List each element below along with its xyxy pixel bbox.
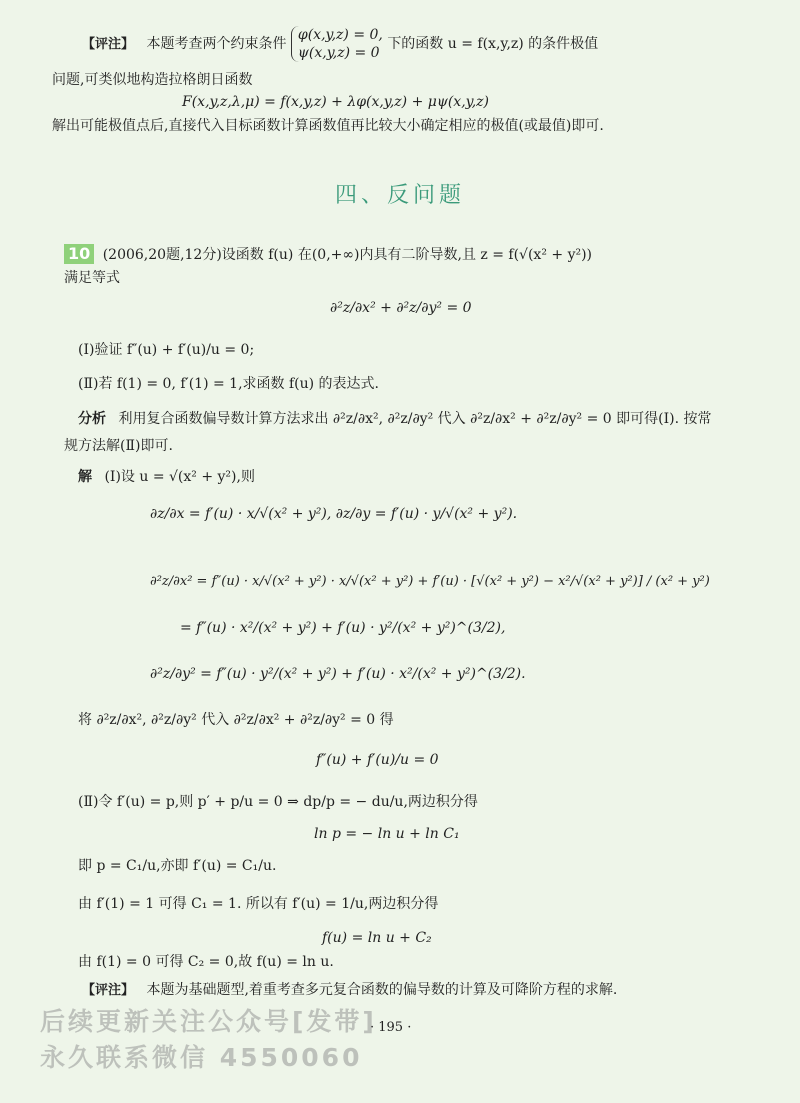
final-answer: 由 f(1) = 0 可得 C₂ = 0,故 f(u) = ln u. [78,954,334,970]
problem-first-line [64,244,592,265]
constraint-1: φ(x,y,z) = 0, [297,27,383,43]
remark-label: 【评注】 [82,37,135,53]
watermark-line-1: 后续更新关注公众号[发带] [40,1007,377,1036]
remark-2 [82,982,617,1000]
log-integral: ln p = − ln u + ln C₁ [314,826,460,842]
first-partials: ∂z/∂x = f′(u) · x/√(x² + y²), ∂z/∂y = f′(u) · y/√(x² + y²). [150,506,518,522]
watermark-line-2: 永久联系微信 4550060 [40,1043,363,1072]
second-partial-x-simplified: = f″(u) · x²/(x² + y²) + f′(u) · y²/(x² + y²)^(3/2), [180,620,506,636]
laplace-equation: ∂²z/∂x² + ∂²z/∂y² = 0 [330,300,472,316]
c1-determination: 由 f′(1) = 1 可得 C₁ = 1. 所以有 f′(u) = 1/u,两边积分得 [78,896,439,912]
lagrange-function-formula: F(x,y,z,λ,μ) = f(x,y,z) + λφ(x,y,z) + μψ(x,y,z) [182,94,489,110]
remark-1-first-line [82,26,598,62]
remark-1-line-4: 解出可能极值点后,直接代入目标函数计算函数值再比较大小确定相应的极值(或最值)即可. [52,118,604,134]
constraint-2: ψ(x,y,z) = 0 [297,45,380,62]
constraint-system [291,26,383,62]
problem-number: 10 [64,244,94,264]
page-number: · 195 · [370,1020,412,1035]
f-general-solution: f(u) = ln u + C₂ [322,930,432,946]
ode-result: f″(u) + f′(u)/u = 0 [316,752,439,768]
solution-step-1: (Ⅰ)设 u = √(x² + y²),则 [104,469,255,485]
second-partial-x: ∂²z/∂x² = f″(u) · x/√(x² + y²) · x/√(x² + y²) + f′(u) · [√(x² + y²) − x²/√(x² + y²)] / (x² + y²) [150,574,710,589]
analysis-label: 分析 [78,410,106,426]
analysis-text-2: 规方法解(Ⅱ)即可. [64,438,173,454]
part-2-substitution: (Ⅱ)令 f′(u) = p,则 p′ + p/u = 0 ⇒ dp/p = − du/u,两边积分得 [78,794,478,810]
remark-label: 【评注】 [82,983,135,998]
second-partial-y: ∂²z/∂y² = f″(u) · y²/(x² + y²) + f′(u) · x²/(x² + y²)^(3/2). [150,666,526,682]
analysis-text-1: 利用复合函数偏导数计算方法求出 ∂²z/∂x², ∂²z/∂y² 代入 ∂²z/∂x² + ∂²z/∂y² = 0 即可得(Ⅰ). 按常 [118,411,712,427]
p-expression: 即 p = C₁/u,亦即 f′(u) = C₁/u. [78,858,277,874]
problem-part-2: (Ⅱ)若 f(1) = 0, f′(1) = 1,求函数 f(u) 的表达式. [78,376,379,392]
remark-2-text: 本题为基础题型,着重考查多元复合函数的偏导数的计算及可降阶方程的求解. [146,982,618,998]
remark-1-intro: 本题考查两个约束条件 [146,36,287,53]
problem-statement-2: 满足等式 [64,270,120,286]
remark-1-line-2: 问题,可类似地构造拉格朗日函数 [52,72,253,88]
problem-part-1: (Ⅰ)验证 f″(u) + f′(u)/u = 0; [78,342,255,358]
substitution-line: 将 ∂²z/∂x², ∂²z/∂y² 代入 ∂²z/∂x² + ∂²z/∂y² = 0 得 [78,712,394,728]
problem-statement-1: (2006,20题,12分)设函数 f(u) 在(0,+∞)内具有二阶导数,且 z = f(√(x² + y²)) [102,247,593,263]
solution-line-1 [78,468,255,487]
remark-1-mid: 下的函数 u = f(x,y,z) 的条件极值 [387,36,599,53]
section-title: 四、反问题 [334,183,465,208]
analysis-line-1 [78,410,711,429]
solution-label: 解 [78,468,92,484]
